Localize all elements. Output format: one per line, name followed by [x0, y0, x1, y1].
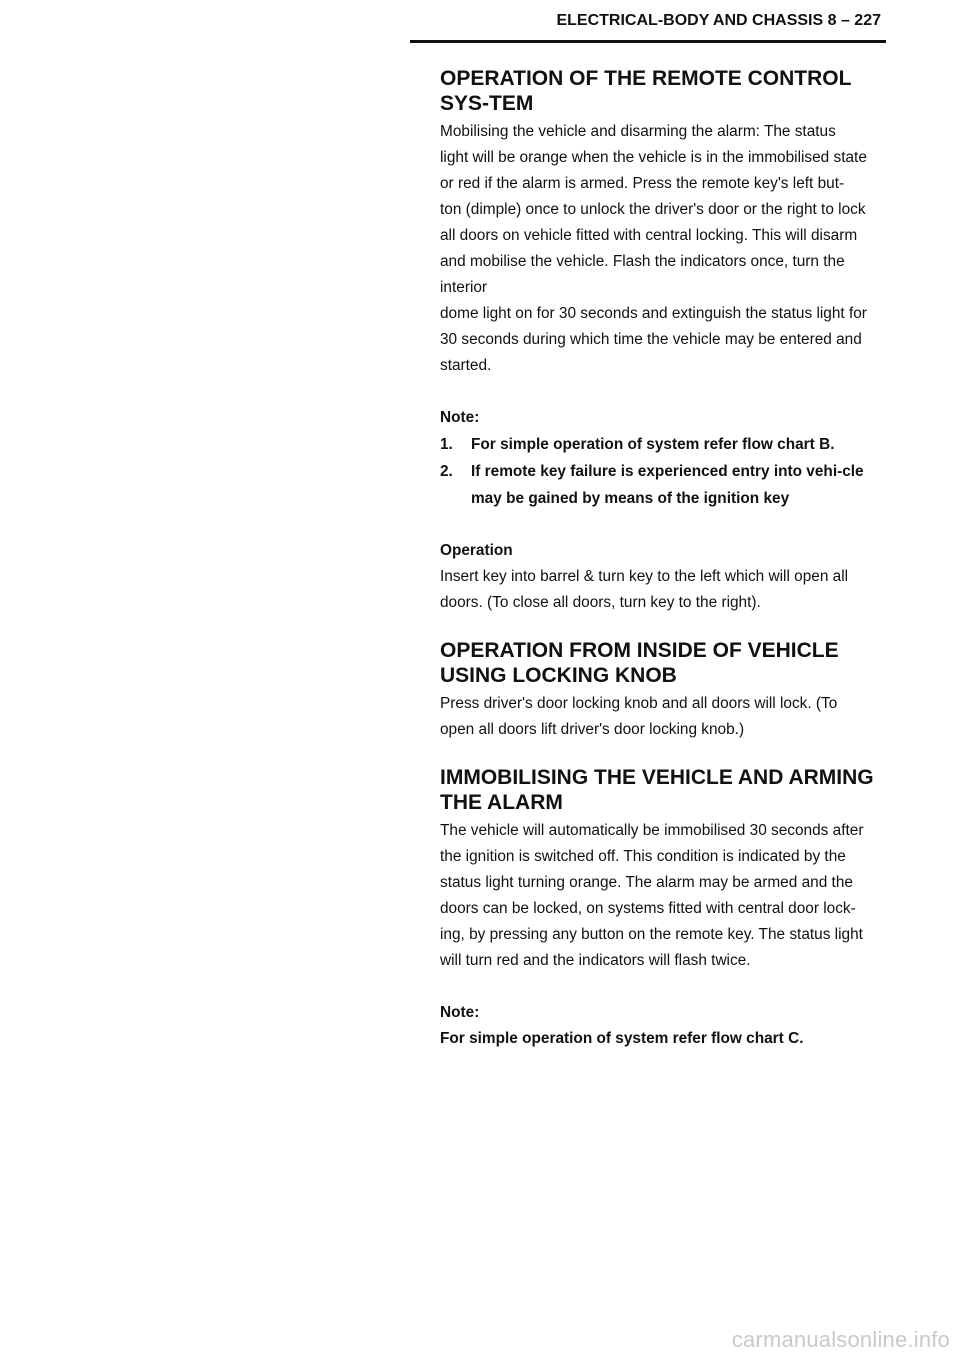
note-text: For simple operation of system refer flow chart B. [471, 436, 835, 453]
note-item [440, 431, 882, 458]
page-content [440, 66, 882, 1052]
operation-title: Operation [440, 542, 513, 559]
paragraph-line: doors can be locked, on systems fitted with central door lock- [440, 900, 856, 917]
paragraph-line: Press driver's door locking knob and all doors will lock. (To [440, 695, 838, 712]
paragraph-line: 30 seconds during which time the vehicle may be entered and [440, 331, 862, 348]
paragraph-line: Mobilising the vehicle and disarming the alarm: The status [440, 123, 836, 140]
paragraph-line: status light turning orange. The alarm may be armed and the [440, 874, 853, 891]
paragraph-line: ton (dimple) once to unlock the driver's door or the right to lock [440, 201, 866, 218]
note-text: For simple operation of system refer flow chart C. [440, 1030, 804, 1047]
paragraph-line: or red if the alarm is armed. Press the remote key's left but- [440, 175, 845, 192]
paragraph-line: The vehicle will automatically be immobilised 30 seconds after [440, 822, 864, 839]
paragraph-line: interior [440, 279, 488, 296]
paragraph-line: all doors on vehicle fitted with central locking. This will disarm [440, 227, 858, 244]
paragraph-line: light will be orange when the vehicle is in the immobilised state [440, 149, 867, 166]
remote-control-paragraph [440, 119, 882, 379]
paragraph-line: dome light on for 30 seconds and extinguish the status light for [440, 305, 867, 322]
heading-remote-control: OPERATION OF THE REMOTE CONTROL SYS-TEM [440, 67, 852, 115]
paragraph-line: will turn red and the indicators will flash twice. [440, 952, 751, 969]
header-rule [410, 40, 886, 43]
paragraph-line: Insert key into barrel & turn key to the left which will open all [440, 568, 849, 585]
note-title: Note: [440, 1004, 480, 1021]
note-number: 2. [440, 463, 453, 480]
paragraph-line: started. [440, 357, 492, 374]
note-title: Note: [440, 409, 480, 426]
note-text: If remote key failure is experienced entry into vehi-cle may be gained by means of the ignition key [471, 463, 864, 507]
note-item [440, 458, 882, 512]
notes-list [440, 431, 882, 512]
paragraph-line: ing, by pressing any button on the remote key. The status light [440, 926, 863, 943]
note-number: 1. [440, 436, 453, 453]
watermark-footer: carmanualsonline.info [731, 1327, 950, 1352]
paragraph-line: the ignition is switched off. This condition is indicated by the [440, 848, 846, 865]
paragraph-line: doors. (To close all doors, turn key to the right). [440, 594, 761, 611]
heading-inside-vehicle: OPERATION FROM INSIDE OF VEHICLE USING LOCKING KNOB [440, 639, 839, 687]
paragraph-line: and mobilise the vehicle. Flash the indicators once, turn the [440, 253, 845, 270]
page-header: ELECTRICAL-BODY AND CHASSIS 8 – 227 [556, 12, 881, 29]
heading-immobilising: IMMOBILISING THE VEHICLE AND ARMING THE ALARM [440, 766, 874, 814]
paragraph-line: open all doors lift driver's door locking knob.) [440, 721, 745, 738]
